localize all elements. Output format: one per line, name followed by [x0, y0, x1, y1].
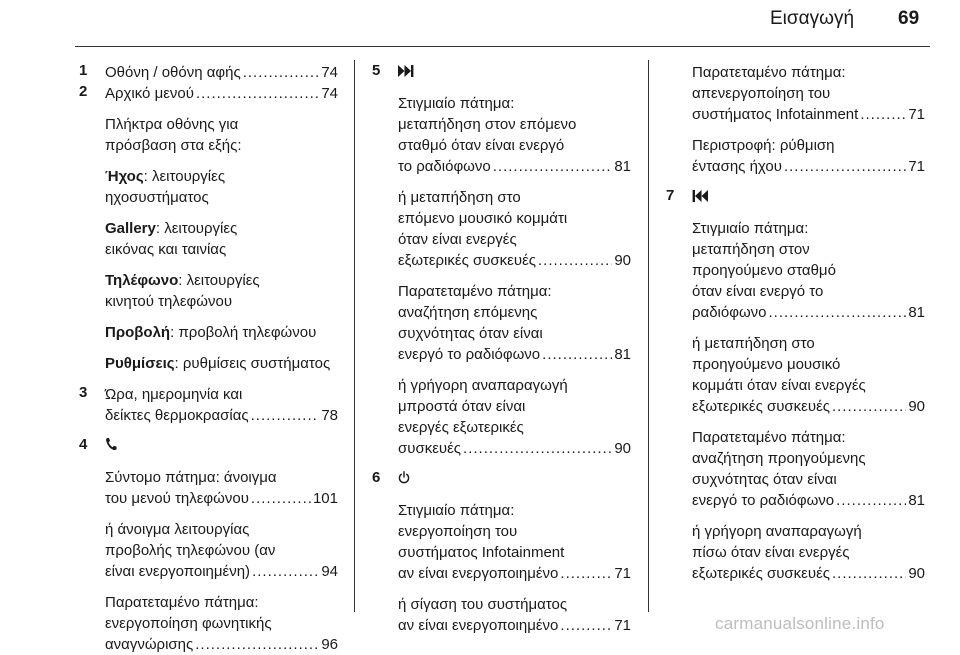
- entry-text: αναζήτηση επόμενης: [398, 304, 538, 321]
- entry-2: [79, 83, 338, 374]
- leader-dots: [252, 561, 319, 582]
- leader-dots: [769, 302, 907, 323]
- menu-item-desc: κινητού τηλεφώνου: [105, 293, 233, 310]
- entry-text: ή μεταπήδηση στο: [398, 189, 521, 206]
- leader-dots: [195, 634, 319, 655]
- entry-text: μεταπήδηση στον: [692, 241, 810, 258]
- entry-text: όταν είναι ενεργές: [398, 231, 517, 248]
- toc-line: [105, 62, 338, 83]
- column-divider-2: [648, 60, 649, 612]
- toc-line: [692, 156, 925, 177]
- entry-7: [666, 187, 925, 584]
- header-rule: [75, 46, 930, 47]
- entry-text: ή άνοιγμα λειτουργίας: [105, 521, 250, 538]
- page-ref: 74: [321, 85, 338, 102]
- entry-text: Αρχικό μενού: [105, 85, 194, 102]
- toc-line: [692, 563, 925, 584]
- entry-text: αναζήτηση προηγούμενης: [692, 450, 866, 467]
- entry-number: 5: [372, 62, 381, 79]
- menu-item-desc: ηχοσυστήματος: [105, 189, 209, 206]
- page-ref: 81: [908, 304, 925, 321]
- entry-text: Στιγμιαίο πάτημα:: [398, 502, 515, 519]
- toc-line: [398, 438, 631, 459]
- entry-text: Στιγμιαίο πάτημα:: [398, 95, 515, 112]
- next-track-icon: [398, 62, 414, 83]
- entry-text: αν είναι ενεργοποιημένο: [398, 565, 559, 582]
- entry-text: ενεργές εξωτερικές: [398, 419, 524, 436]
- page-ref: 78: [321, 407, 338, 424]
- leader-dots: [832, 396, 906, 417]
- entry-text: συχνότητας όταν είναι: [398, 325, 543, 342]
- toc-line: [398, 156, 631, 177]
- entry-text: συστήματος Infotainment: [692, 106, 859, 123]
- entry-text: Παρατεταμένο πάτημα:: [692, 64, 846, 81]
- leader-dots: [196, 83, 319, 104]
- entry-6: [372, 469, 631, 636]
- menu-item-phone: Τηλέφωνο: λειτουργίες: [105, 272, 260, 289]
- entry-text: ενεργοποίηση του: [398, 523, 518, 540]
- entry-text: Παρατεταμένο πάτημα:: [398, 283, 552, 300]
- entry-text: ενεργό το ραδιόφωνο: [398, 346, 541, 363]
- entry-text: εξωτερικές συσκευές: [692, 398, 830, 415]
- phone-icon: [105, 436, 117, 457]
- entry-text: προηγούμενο μουσικό: [692, 356, 841, 373]
- toc-line: [692, 104, 925, 125]
- toc-line: [105, 488, 338, 509]
- page-ref: 81: [908, 492, 925, 509]
- power-icon: [398, 469, 410, 490]
- entry-text: πίσω όταν είναι ενεργές: [692, 544, 850, 561]
- entry-text: αναγνώρισης: [105, 636, 194, 653]
- entry-text: επόμενο μουσικό κομμάτι: [398, 210, 568, 227]
- menu-item-settings: Ρυθμίσεις: ρυθμίσεις συστήματος: [105, 355, 331, 372]
- entry-number: 6: [372, 469, 381, 486]
- entry-text: σταθμό όταν είναι ενεργό: [398, 137, 565, 154]
- entry-text: Περιστροφή: ρύθμιση: [692, 137, 835, 154]
- menu-item-projection: Προβολή: προβολή τηλεφώνου: [105, 324, 317, 341]
- entry-text: μπροστά όταν είναι: [398, 398, 526, 415]
- page-ref: 71: [908, 106, 925, 123]
- entry-text: Στιγμιαίο πάτημα:: [692, 220, 809, 237]
- leader-dots: [836, 490, 906, 511]
- entry-text: ή γρήγορη αναπαραγωγή: [398, 377, 568, 394]
- page-ref: 81: [614, 158, 631, 175]
- entry-text: ενεργοποίηση φωνητικής: [105, 615, 272, 632]
- page-ref: 94: [321, 563, 338, 580]
- intro-line: πρόσβαση στα εξής:: [105, 137, 242, 154]
- leader-dots: [832, 563, 906, 584]
- toc-line: [105, 634, 338, 655]
- entry-number: 7: [666, 187, 675, 204]
- entry-text: εξωτερικές συσκευές: [692, 565, 830, 582]
- entry-number: 4: [79, 436, 88, 453]
- entry-text: ραδιόφωνο: [692, 304, 767, 321]
- toc-line: [105, 561, 338, 582]
- toc-line: [105, 83, 338, 104]
- page-ref: 81: [614, 346, 631, 363]
- watermark: carmanualsonline.info: [715, 614, 885, 633]
- entry-text: προηγούμενο σταθμό: [692, 262, 836, 279]
- page-ref: 90: [614, 440, 631, 457]
- leader-dots: [560, 563, 612, 584]
- page-ref: 90: [614, 252, 631, 269]
- menu-item-desc: εικόνας και ταινίας: [105, 241, 227, 258]
- page-ref: 71: [614, 617, 631, 634]
- column-2: [372, 62, 631, 636]
- leader-dots: [538, 250, 612, 271]
- toc-line: [398, 563, 631, 584]
- entry-text: Παρατεταμένο πάτημα:: [105, 594, 259, 611]
- column-3: [666, 62, 925, 584]
- entry-text: συστήματος Infotainment: [398, 544, 565, 561]
- entry-6-continued: [692, 62, 925, 177]
- entry-text: απενεργοποίηση του: [692, 85, 831, 102]
- entry-text: Σύντομο πάτημα: άνοιγμα: [105, 469, 277, 486]
- page-ref: 101: [312, 490, 338, 507]
- toc-line: [398, 344, 631, 365]
- leader-dots: [860, 104, 906, 125]
- page-ref: 90: [908, 565, 925, 582]
- entry-text: Ώρα, ημερομηνία και: [105, 386, 243, 403]
- menu-item-audio: Ήχος: λειτουργίες: [105, 168, 226, 185]
- leader-dots: [243, 62, 320, 83]
- entry-text: ενεργό το ραδιόφωνο: [692, 492, 835, 509]
- entry-text: εξωτερικές συσκευές: [398, 252, 536, 269]
- leader-dots: [542, 344, 612, 365]
- page-ref: 96: [321, 636, 338, 653]
- entry-text: κομμάτι όταν είναι ενεργές: [692, 377, 866, 394]
- entry-text: προβολής τηλεφώνου (αν: [105, 542, 276, 559]
- page-ref: 74: [321, 64, 338, 81]
- intro-line: Πλήκτρα οθόνης για: [105, 116, 239, 133]
- page-ref: 90: [908, 398, 925, 415]
- leader-dots: [251, 488, 311, 509]
- entry-text: Παρατεταμένο πάτημα:: [692, 429, 846, 446]
- page-header-title: Εισαγωγή: [770, 8, 855, 29]
- toc-line: [692, 490, 925, 511]
- previous-track-icon: [692, 187, 708, 208]
- leader-dots: [463, 438, 612, 459]
- page-number: 69: [898, 8, 920, 29]
- toc-line: [692, 302, 925, 323]
- page-ref: 71: [614, 565, 631, 582]
- entry-number: 1: [79, 62, 88, 79]
- entry-text: Οθόνη / οθόνη αφής: [105, 64, 241, 81]
- entry-text: αν είναι ενεργοποιημένο: [398, 617, 559, 634]
- entry-text: δείκτες θερμοκρασίας: [105, 407, 249, 424]
- toc-line: [398, 615, 631, 636]
- menu-item-gallery: Gallery: λειτουργίες: [105, 220, 238, 237]
- entry-text: το ραδιόφωνο: [398, 158, 491, 175]
- leader-dots: [560, 615, 612, 636]
- entry-text: του μενού τηλεφώνου: [105, 490, 249, 507]
- entry-number: 2: [79, 83, 88, 100]
- entry-text: όταν είναι ενεργό το: [692, 283, 824, 300]
- toc-line: [692, 396, 925, 417]
- entry-5: [372, 62, 631, 459]
- leader-dots: [251, 405, 320, 426]
- leader-dots: [784, 156, 906, 177]
- entry-1: [79, 62, 338, 83]
- entry-text: είναι ενεργοποιημένη): [105, 563, 251, 580]
- entry-text: μεταπήδηση στον επόμενο: [398, 116, 577, 133]
- page-ref: 71: [908, 158, 925, 175]
- column-divider-1: [354, 60, 355, 612]
- leader-dots: [493, 156, 613, 177]
- entry-4: [79, 436, 338, 655]
- entry-3: [79, 384, 338, 426]
- toc-line: [398, 250, 631, 271]
- column-1: [79, 62, 338, 655]
- entry-text: συχνότητας όταν είναι: [692, 471, 837, 488]
- entry-text: ή σίγαση του συστήματος: [398, 596, 568, 613]
- entry-text: συσκευές: [398, 440, 462, 457]
- entry-text: έντασης ήχου: [692, 158, 782, 175]
- toc-line: [105, 405, 338, 426]
- entry-text: ή μεταπήδηση στο: [692, 335, 815, 352]
- entry-number: 3: [79, 384, 88, 401]
- entry-text: ή γρήγορη αναπαραγωγή: [692, 523, 862, 540]
